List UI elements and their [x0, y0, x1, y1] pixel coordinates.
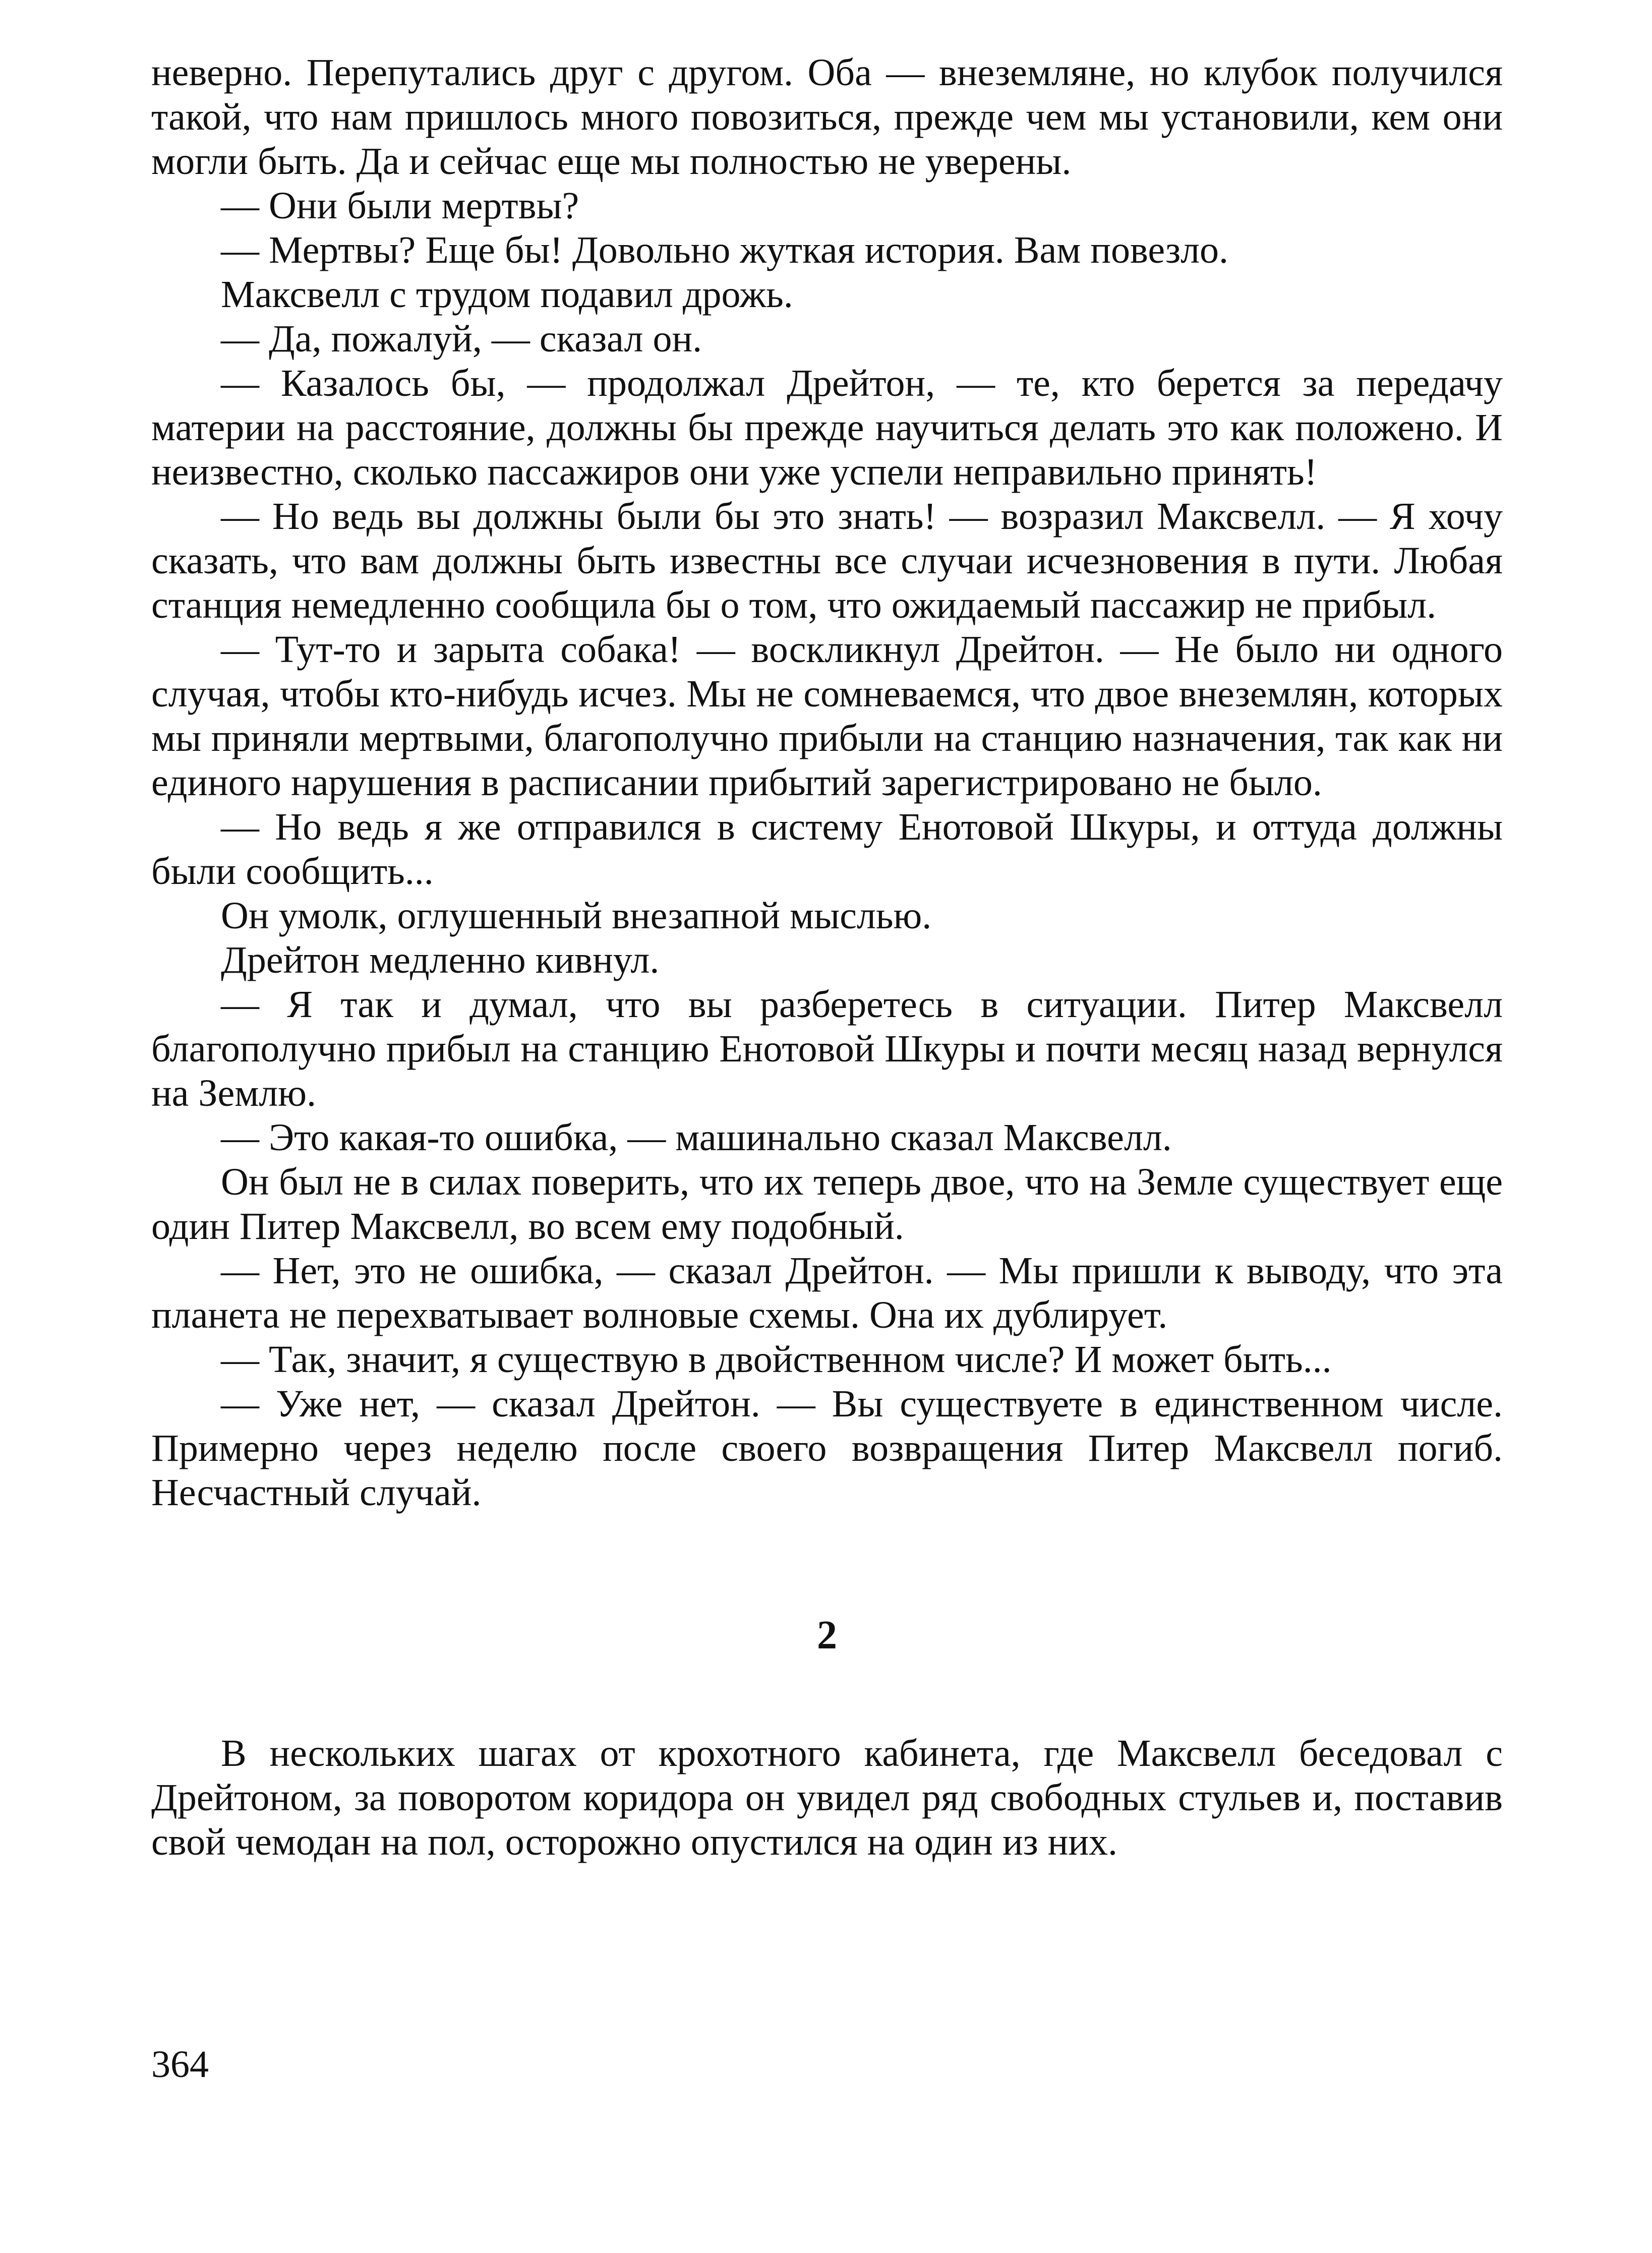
section-1-text [151, 50, 1503, 1515]
paragraph: Дрейтон медленно кивнул. [221, 939, 660, 981]
paragraph: — Они были мертвы? [221, 185, 579, 227]
paragraph: — Да, пожалуй, — сказал он. [221, 318, 702, 360]
paragraph: Он был не в силах поверить, что их теперь двое, что на Земле существует еще один Питер Максвелл, во всем ему подобный. [151, 1161, 1503, 1248]
paragraph: — Мертвы? Еще бы! Довольно жуткая история. Вам повезло. [221, 229, 1229, 271]
section-number: 2 [817, 1613, 837, 1657]
paragraph: — Нет, это не ошибка, — сказал Дрейтон. — Мы пришли к выводу, что эта планета не перехватывает волновые схемы. Она их дублирует. [151, 1250, 1503, 1336]
paragraph: — Но ведь вы должны были бы это знать! — возразил Максвелл. — Я хочу сказать, что вам должны быть известны все случаи исчезновения в пути. Любая станция немедленно сообщила бы о том, что ожидаемый пассажир не прибыл. [151, 495, 1503, 626]
paragraph: — Но ведь я же отправился в систему Енотовой Шкуры, и оттуда должны были сообщить... [151, 806, 1503, 893]
paragraph: Максвелл с трудом подавил дрожь. [221, 273, 793, 316]
paragraph: — Казалось бы, — продолжал Дрейтон, — те, кто берется за передачу материи на расстояние, должны бы прежде научиться делать это как положено. И неизвестно, сколько пассажиров они уже успели неправильно принять! [151, 362, 1503, 493]
paragraph: Он умолк, оглушенный внезапной мыслью. [221, 895, 932, 937]
paragraph: неверно. Перепутались друг с другом. Оба — внеземляне, но клубок получился такой, что нам пришлось много повозиться, прежде чем мы установили, кем они могли быть. Да и сейчас еще мы полностью не уверены. [151, 51, 1503, 183]
paragraph: — Так, значит, я существую в двойственном числе? И может быть... [221, 1338, 1332, 1381]
paragraph: — Я так и думал, что вы разберетесь в ситуации. Питер Максвелл благополучно прибыл на станцию Енотовой Шкуры и почти месяц назад вернулся на Землю. [151, 983, 1503, 1114]
section-2-text [151, 1731, 1503, 1864]
paragraph: В нескольких шагах от крохотного кабинета, где Максвелл беседовал с Дрейтоном, за поворотом коридора он увидел ряд свободных стульев и, поставив свой чемодан на пол, осторожно опустился на один из них. [151, 1732, 1503, 1863]
book-page [151, 50, 1503, 1864]
paragraph: — Тут-то и зарыта собака! — воскликнул Дрейтон. — Не было ни одного случая, чтобы кто-нибудь исчез. Мы не сомневаемся, что двое внеземлян, которых мы приняли мертвыми, благополучно прибыли на станцию назначения, так как ни единого нарушения в расписании прибытий зарегистрировано не было. [151, 628, 1503, 804]
paragraph: — Уже нет, — сказал Дрейтон. — Вы существуете в единственном числе. Примерно через неделю после своего возвращения Питер Максвелл погиб. Несчастный случай. [151, 1383, 1503, 1514]
page-number: 364 [151, 2043, 209, 2086]
paragraph: — Это какая-то ошибка, — машинально сказал Максвелл. [221, 1116, 1172, 1159]
